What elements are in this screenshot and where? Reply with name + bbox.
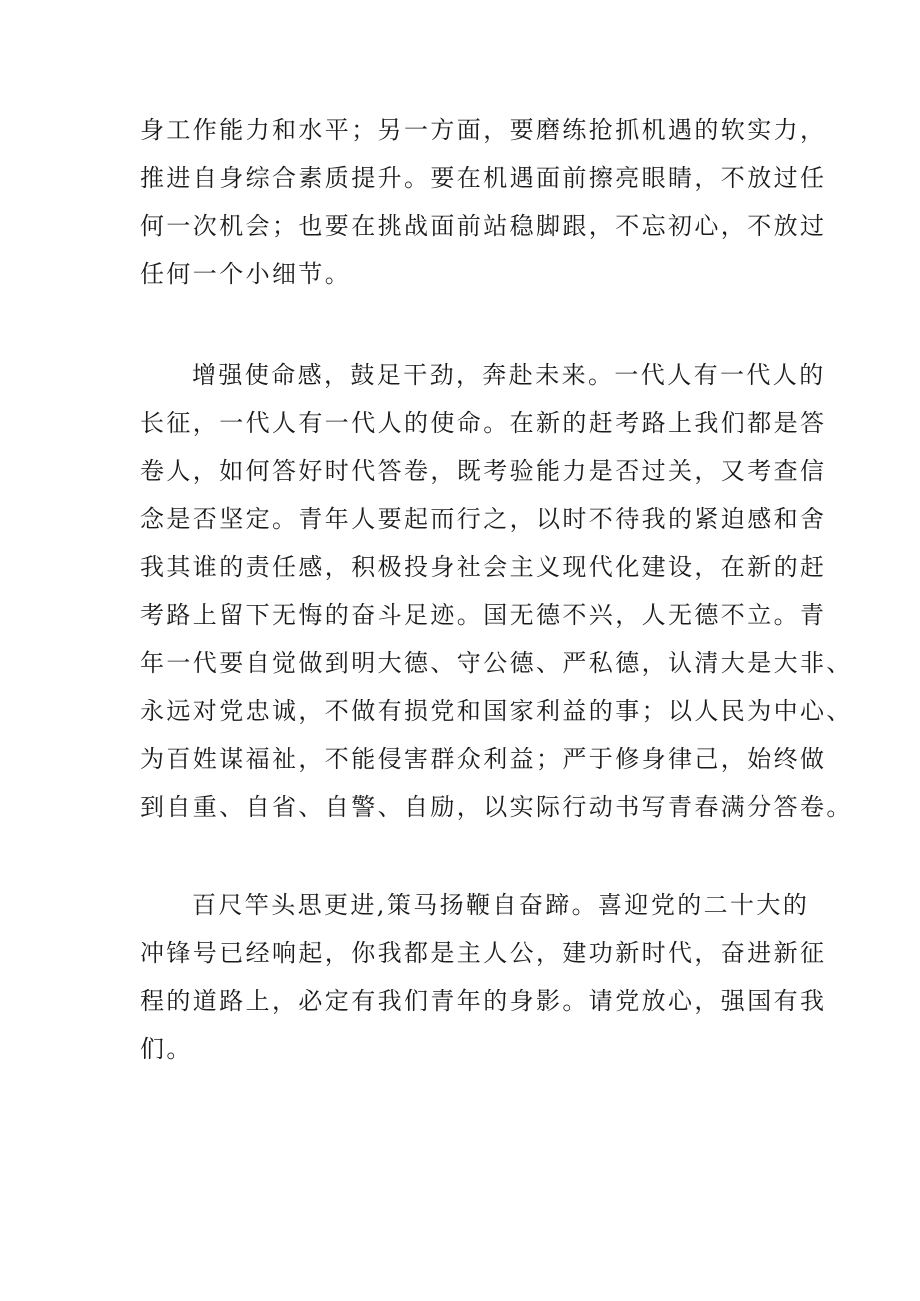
text-line: 冲锋号已经响起，你我都是主人公，建功新时代，奋进新征	[140, 939, 827, 967]
text-line: 身工作能力和水平；另一方面，要磨练抢抓机遇的软实力，	[140, 116, 827, 144]
paragraph-2	[140, 351, 853, 831]
text-line: 程的道路上，必定有我们青年的身影。请党放心，强国有我	[140, 987, 827, 1015]
text-line: 增强使命感，鼓足干劲，奔赴未来。一代人有一代人的	[192, 361, 826, 389]
text-line: 考路上留下无悔的奋斗足迹。国无德不兴，人无德不立。青	[140, 601, 827, 629]
text-line: 为百姓谋福祉，不能侵害群众利益；严于修身律己，始终做	[140, 745, 827, 773]
text-line: 卷人，如何答好时代答卷，既考验能力是否过关，又考查信	[140, 457, 827, 485]
text-line: 长征，一代人有一代人的使命。在新的赶考路上我们都是答	[140, 409, 827, 437]
text-line: 永远对党忠诚，不做有损党和国家利益的事；以人民为中心、	[140, 697, 853, 725]
text-line: 念是否坚定。青年人要起而行之，以时不待我的紧迫感和舍	[140, 505, 827, 533]
text-line: 推进自身综合素质提升。要在机遇面前擦亮眼睛，不放过任	[140, 164, 827, 192]
text-line: 何一次机会；也要在挑战面前站稳脚跟，不忘初心，不放过	[140, 212, 827, 240]
paragraph-1	[140, 106, 827, 298]
paragraph-3	[140, 881, 827, 1073]
text-line: 我其谁的责任感，积极投身社会主义现代化建设，在新的赶	[140, 553, 827, 581]
text-line: 到自重、自省、自警、自励，以实际行动书写青春满分答卷。	[140, 793, 853, 821]
text-line: 任何一个小细节。	[140, 260, 352, 288]
text-line: 百尺竿头思更进,策马扬鞭自奋蹄。喜迎党的二十大的	[192, 891, 810, 919]
text-line: 们。	[140, 1035, 193, 1063]
text-line: 年一代要自觉做到明大德、守公德、严私德，认清大是大非、	[140, 649, 853, 677]
